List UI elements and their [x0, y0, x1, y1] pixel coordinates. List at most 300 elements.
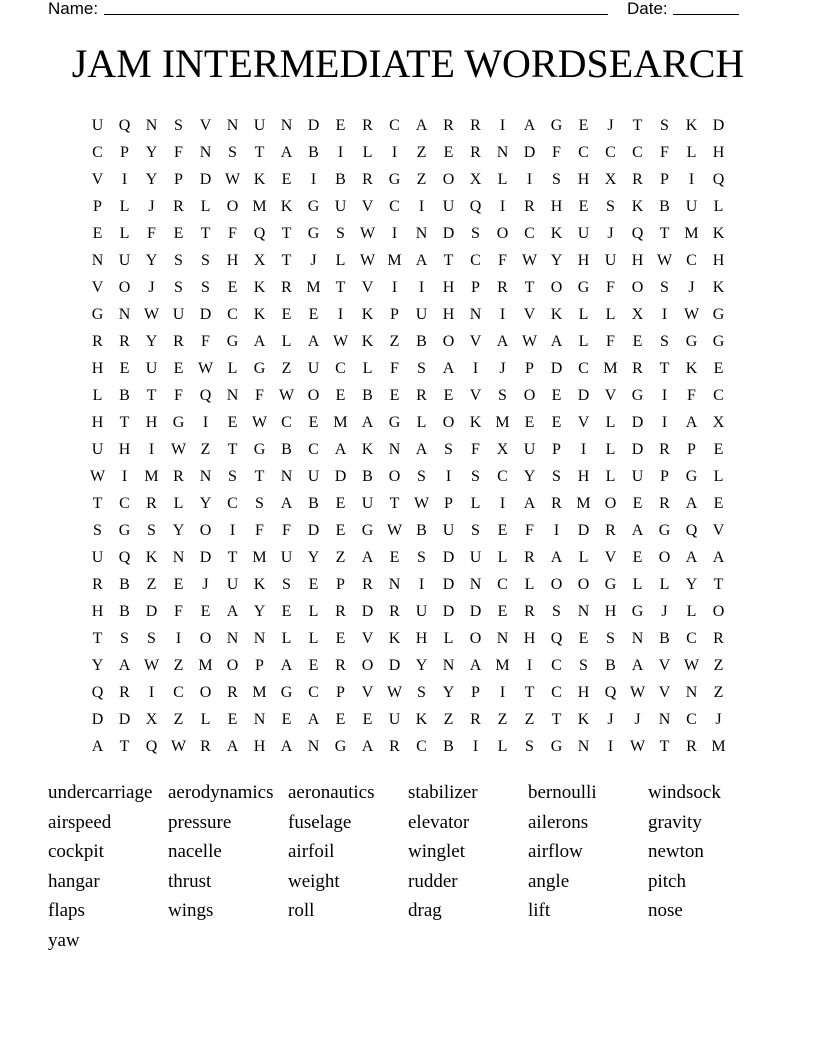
grid-letter[interactable]: U — [577, 224, 590, 242]
grid-letter[interactable]: R — [416, 386, 427, 404]
grid-letter[interactable]: F — [255, 386, 264, 404]
grid-letter[interactable]: N — [469, 575, 482, 593]
grid-letter[interactable]: A — [361, 413, 374, 431]
grid-letter[interactable]: Z — [389, 332, 400, 350]
grid-letter[interactable]: Q — [469, 197, 482, 215]
grid-letter[interactable]: N — [658, 710, 671, 728]
grid-letter[interactable]: H — [523, 629, 536, 647]
grid-letter[interactable]: R — [470, 143, 481, 161]
grid-letter[interactable]: A — [118, 656, 131, 674]
grid-letter[interactable]: K — [712, 224, 725, 242]
grid-letter[interactable]: O — [226, 197, 239, 215]
grid-letter[interactable]: S — [552, 602, 561, 620]
grid-letter[interactable]: Y — [172, 521, 185, 539]
grid-letter[interactable]: K — [685, 359, 698, 377]
grid-letter[interactable]: Q — [712, 170, 725, 188]
grid-letter[interactable]: X — [604, 170, 617, 188]
grid-letter[interactable]: Z — [173, 656, 184, 674]
grid-letter[interactable]: S — [606, 629, 615, 647]
grid-letter[interactable]: T — [335, 278, 346, 296]
grid-letter[interactable]: O — [199, 521, 212, 539]
grid-letter[interactable]: C — [578, 143, 589, 161]
grid-letter[interactable]: D — [631, 413, 644, 431]
grid-letter[interactable]: O — [118, 278, 131, 296]
grid-letter[interactable]: Y — [145, 170, 158, 188]
grid-letter[interactable]: C — [686, 629, 697, 647]
grid-letter[interactable]: B — [119, 386, 130, 404]
grid-letter[interactable]: U — [361, 494, 374, 512]
grid-letter[interactable]: G — [658, 521, 671, 539]
grid-letter[interactable]: J — [607, 710, 614, 728]
grid-letter[interactable]: B — [308, 494, 319, 512]
grid-letter[interactable]: C — [335, 359, 346, 377]
grid-letter[interactable]: F — [498, 251, 507, 269]
grid-letter[interactable]: A — [361, 548, 374, 566]
grid-letter[interactable]: Z — [173, 710, 184, 728]
grid-letter[interactable]: I — [499, 116, 506, 134]
grid-letter[interactable]: O — [604, 494, 617, 512]
grid-letter[interactable]: K — [253, 575, 266, 593]
grid-letter[interactable]: H — [550, 197, 563, 215]
grid-letter[interactable]: I — [526, 656, 533, 674]
grid-letter[interactable]: K — [577, 710, 590, 728]
grid-letter[interactable]: E — [713, 494, 724, 512]
grid-letter[interactable]: C — [308, 683, 319, 701]
grid-letter[interactable]: U — [226, 575, 239, 593]
grid-letter[interactable]: A — [550, 332, 563, 350]
grid-letter[interactable]: F — [174, 143, 183, 161]
grid-letter[interactable]: I — [499, 494, 506, 512]
grid-letter[interactable]: A — [253, 332, 266, 350]
grid-letter[interactable]: V — [469, 386, 482, 404]
grid-letter[interactable]: W — [683, 305, 700, 323]
grid-letter[interactable]: K — [550, 224, 563, 242]
grid-letter[interactable]: N — [631, 629, 644, 647]
grid-letter[interactable]: N — [469, 305, 482, 323]
grid-letter[interactable]: D — [388, 656, 401, 674]
grid-letter[interactable]: T — [92, 494, 103, 512]
grid-letter[interactable]: H — [415, 629, 428, 647]
grid-letter[interactable]: C — [227, 494, 238, 512]
grid-letter[interactable]: N — [91, 251, 104, 269]
grid-letter[interactable]: Y — [442, 683, 455, 701]
grid-letter[interactable]: P — [471, 683, 480, 701]
grid-letter[interactable]: S — [174, 278, 183, 296]
grid-letter[interactable]: E — [335, 116, 346, 134]
grid-letter[interactable]: G — [577, 278, 590, 296]
grid-letter[interactable]: U — [145, 359, 158, 377]
grid-letter[interactable]: I — [148, 683, 155, 701]
grid-letter[interactable]: L — [632, 575, 643, 593]
grid-letter[interactable]: Y — [415, 656, 428, 674]
grid-letter[interactable]: S — [471, 224, 480, 242]
grid-letter[interactable]: W — [170, 440, 187, 458]
grid-letter[interactable]: N — [145, 116, 158, 134]
grid-letter[interactable]: O — [199, 683, 212, 701]
grid-letter[interactable]: I — [229, 521, 236, 539]
grid-letter[interactable]: D — [91, 710, 104, 728]
grid-letter[interactable]: W — [359, 251, 376, 269]
grid-letter[interactable]: V — [523, 305, 536, 323]
grid-letter[interactable]: R — [524, 548, 535, 566]
grid-letter[interactable]: C — [119, 494, 130, 512]
grid-letter[interactable]: S — [498, 386, 507, 404]
grid-letter[interactable]: P — [336, 575, 345, 593]
grid-letter[interactable]: I — [499, 305, 506, 323]
grid-letter[interactable]: K — [550, 305, 563, 323]
grid-letter[interactable]: B — [659, 197, 670, 215]
grid-letter[interactable]: M — [333, 413, 348, 431]
grid-letter[interactable]: N — [415, 224, 428, 242]
grid-letter[interactable]: R — [389, 737, 400, 755]
grid-letter[interactable]: J — [607, 116, 614, 134]
grid-letter[interactable]: L — [173, 494, 184, 512]
grid-letter[interactable]: W — [224, 170, 241, 188]
grid-letter[interactable]: Z — [713, 656, 724, 674]
grid-letter[interactable]: C — [551, 683, 562, 701]
grid-letter[interactable]: O — [469, 629, 482, 647]
grid-letter[interactable]: C — [551, 656, 562, 674]
grid-letter[interactable]: K — [469, 413, 482, 431]
grid-letter[interactable]: L — [713, 197, 724, 215]
grid-letter[interactable]: I — [418, 278, 425, 296]
grid-letter[interactable]: E — [443, 386, 454, 404]
grid-letter[interactable]: E — [443, 143, 454, 161]
grid-letter[interactable]: Y — [307, 548, 320, 566]
grid-letter[interactable]: R — [713, 629, 724, 647]
grid-letter[interactable]: G — [388, 413, 401, 431]
grid-letter[interactable]: I — [310, 170, 317, 188]
grid-letter[interactable]: A — [631, 656, 644, 674]
grid-letter[interactable]: R — [281, 278, 292, 296]
grid-letter[interactable]: P — [336, 683, 345, 701]
grid-letter[interactable]: O — [550, 575, 563, 593]
grid-letter[interactable]: Z — [497, 710, 508, 728]
grid-letter[interactable]: H — [577, 683, 590, 701]
grid-letter[interactable]: A — [712, 548, 725, 566]
grid-letter[interactable]: L — [605, 305, 616, 323]
grid-letter[interactable]: B — [659, 629, 670, 647]
grid-letter[interactable]: S — [255, 494, 264, 512]
grid-letter[interactable]: A — [685, 548, 698, 566]
grid-letter[interactable]: I — [661, 305, 668, 323]
grid-letter[interactable]: E — [173, 224, 184, 242]
grid-letter[interactable]: B — [443, 737, 454, 755]
grid-letter[interactable]: E — [632, 332, 643, 350]
grid-letter[interactable]: G — [307, 224, 320, 242]
grid-letter[interactable]: F — [471, 440, 480, 458]
grid-letter[interactable]: F — [255, 521, 264, 539]
grid-letter[interactable]: T — [659, 737, 670, 755]
grid-letter[interactable]: M — [684, 224, 699, 242]
grid-letter[interactable]: E — [551, 386, 562, 404]
grid-letter[interactable]: G — [631, 386, 644, 404]
grid-letter[interactable]: Y — [145, 251, 158, 269]
grid-letter[interactable]: A — [550, 548, 563, 566]
grid-letter[interactable]: P — [471, 278, 480, 296]
grid-letter[interactable]: S — [228, 143, 237, 161]
grid-letter[interactable]: P — [525, 359, 534, 377]
grid-letter[interactable]: S — [201, 278, 210, 296]
grid-letter[interactable]: S — [228, 467, 237, 485]
grid-letter[interactable]: S — [282, 575, 291, 593]
grid-letter[interactable]: E — [578, 629, 589, 647]
grid-letter[interactable]: L — [497, 548, 508, 566]
grid-letter[interactable]: V — [361, 278, 374, 296]
grid-letter[interactable]: A — [415, 440, 428, 458]
grid-letter[interactable]: I — [499, 197, 506, 215]
grid-letter[interactable]: V — [199, 116, 212, 134]
grid-letter[interactable]: B — [119, 575, 130, 593]
grid-letter[interactable]: I — [580, 440, 587, 458]
grid-letter[interactable]: L — [200, 197, 211, 215]
grid-letter[interactable]: O — [307, 386, 320, 404]
grid-letter[interactable]: Y — [550, 251, 563, 269]
grid-letter[interactable]: G — [118, 521, 131, 539]
grid-letter[interactable]: B — [119, 602, 130, 620]
grid-letter[interactable]: R — [470, 116, 481, 134]
name-field-line[interactable] — [104, 14, 608, 15]
grid-letter[interactable]: T — [524, 278, 535, 296]
grid-letter[interactable]: V — [604, 386, 617, 404]
grid-letter[interactable]: G — [631, 602, 644, 620]
grid-letter[interactable]: R — [146, 494, 157, 512]
grid-letter[interactable]: Z — [443, 710, 454, 728]
grid-letter[interactable]: V — [658, 656, 671, 674]
grid-letter[interactable]: I — [337, 143, 344, 161]
grid-letter[interactable]: F — [606, 278, 615, 296]
grid-letter[interactable]: C — [713, 386, 724, 404]
grid-letter[interactable]: X — [631, 305, 644, 323]
grid-letter[interactable]: E — [389, 386, 400, 404]
grid-letter[interactable]: D — [145, 602, 158, 620]
grid-letter[interactable]: E — [281, 602, 292, 620]
grid-letter[interactable]: M — [495, 656, 510, 674]
grid-letter[interactable]: T — [119, 737, 130, 755]
grid-letter[interactable]: M — [603, 359, 618, 377]
grid-letter[interactable]: D — [199, 548, 212, 566]
grid-letter[interactable]: J — [661, 602, 668, 620]
grid-letter[interactable]: J — [499, 359, 506, 377]
grid-letter[interactable]: I — [418, 197, 425, 215]
grid-letter[interactable]: J — [688, 278, 695, 296]
grid-letter[interactable]: T — [524, 683, 535, 701]
grid-letter[interactable]: O — [199, 629, 212, 647]
grid-letter[interactable]: L — [686, 602, 697, 620]
grid-letter[interactable]: E — [497, 521, 508, 539]
grid-letter[interactable]: R — [659, 440, 670, 458]
grid-letter[interactable]: J — [148, 197, 155, 215]
grid-letter[interactable]: U — [388, 710, 401, 728]
grid-letter[interactable]: U — [604, 251, 617, 269]
grid-letter[interactable]: C — [524, 224, 535, 242]
grid-letter[interactable]: N — [577, 602, 590, 620]
grid-letter[interactable]: L — [443, 629, 454, 647]
grid-letter[interactable]: R — [443, 116, 454, 134]
grid-letter[interactable]: I — [661, 413, 668, 431]
grid-letter[interactable]: N — [307, 737, 320, 755]
grid-letter[interactable]: C — [281, 413, 292, 431]
grid-letter[interactable]: C — [173, 683, 184, 701]
grid-letter[interactable]: I — [391, 143, 398, 161]
grid-letter[interactable]: Q — [91, 683, 104, 701]
grid-letter[interactable]: U — [118, 251, 131, 269]
grid-letter[interactable]: J — [202, 575, 209, 593]
grid-letter[interactable]: C — [497, 575, 508, 593]
grid-letter[interactable]: L — [200, 710, 211, 728]
grid-letter[interactable]: S — [525, 737, 534, 755]
grid-letter[interactable]: W — [332, 332, 349, 350]
grid-letter[interactable]: L — [119, 224, 130, 242]
grid-letter[interactable]: H — [712, 143, 725, 161]
grid-letter[interactable]: E — [308, 305, 319, 323]
grid-letter[interactable]: G — [334, 737, 347, 755]
grid-letter[interactable]: F — [174, 602, 183, 620]
grid-letter[interactable]: K — [280, 197, 293, 215]
grid-letter[interactable]: Q — [118, 116, 131, 134]
grid-letter[interactable]: L — [335, 251, 346, 269]
grid-letter[interactable]: L — [227, 359, 238, 377]
grid-letter[interactable]: F — [282, 521, 291, 539]
grid-letter[interactable]: R — [92, 575, 103, 593]
grid-letter[interactable]: E — [227, 413, 238, 431]
grid-letter[interactable]: V — [361, 197, 374, 215]
grid-letter[interactable]: L — [524, 575, 535, 593]
grid-letter[interactable]: V — [604, 548, 617, 566]
grid-letter[interactable]: N — [253, 629, 266, 647]
grid-letter[interactable]: W — [629, 737, 646, 755]
grid-letter[interactable]: T — [92, 629, 103, 647]
grid-letter[interactable]: Z — [416, 170, 427, 188]
grid-letter[interactable]: L — [362, 143, 373, 161]
grid-letter[interactable]: R — [632, 359, 643, 377]
grid-letter[interactable]: F — [390, 359, 399, 377]
grid-letter[interactable]: K — [253, 170, 266, 188]
grid-letter[interactable]: W — [89, 467, 106, 485]
grid-letter[interactable]: E — [524, 413, 535, 431]
grid-letter[interactable]: M — [252, 548, 267, 566]
grid-letter[interactable]: P — [660, 467, 669, 485]
grid-letter[interactable]: E — [308, 413, 319, 431]
grid-letter[interactable]: U — [91, 116, 104, 134]
grid-letter[interactable]: D — [577, 386, 590, 404]
grid-letter[interactable]: A — [685, 494, 698, 512]
grid-letter[interactable]: B — [362, 467, 373, 485]
grid-letter[interactable]: M — [711, 737, 726, 755]
grid-letter[interactable]: A — [334, 440, 347, 458]
grid-letter[interactable]: L — [686, 143, 697, 161]
grid-letter[interactable]: A — [415, 116, 428, 134]
grid-letter[interactable]: S — [93, 521, 102, 539]
grid-letter[interactable]: T — [254, 467, 265, 485]
grid-letter[interactable]: I — [337, 305, 344, 323]
grid-letter[interactable]: X — [496, 440, 509, 458]
grid-letter[interactable]: S — [444, 440, 453, 458]
grid-letter[interactable]: G — [604, 575, 617, 593]
grid-letter[interactable]: R — [173, 197, 184, 215]
grid-letter[interactable]: R — [92, 332, 103, 350]
grid-letter[interactable]: E — [335, 494, 346, 512]
grid-letter[interactable]: E — [308, 656, 319, 674]
grid-letter[interactable]: K — [415, 710, 428, 728]
grid-letter[interactable]: C — [686, 251, 697, 269]
grid-letter[interactable]: F — [525, 521, 534, 539]
grid-letter[interactable]: K — [361, 305, 374, 323]
grid-letter[interactable]: E — [389, 548, 400, 566]
grid-letter[interactable]: H — [91, 413, 104, 431]
grid-letter[interactable]: L — [497, 737, 508, 755]
grid-letter[interactable]: L — [416, 413, 427, 431]
grid-letter[interactable]: M — [387, 251, 402, 269]
grid-letter[interactable]: W — [386, 683, 403, 701]
grid-letter[interactable]: O — [523, 386, 536, 404]
grid-letter[interactable]: U — [415, 305, 428, 323]
grid-letter[interactable]: V — [469, 332, 482, 350]
grid-letter[interactable]: L — [605, 413, 616, 431]
grid-letter[interactable]: E — [632, 548, 643, 566]
grid-letter[interactable]: C — [308, 440, 319, 458]
grid-letter[interactable]: W — [251, 413, 268, 431]
grid-letter[interactable]: N — [118, 305, 131, 323]
grid-letter[interactable]: R — [524, 602, 535, 620]
grid-letter[interactable]: I — [499, 683, 506, 701]
grid-letter[interactable]: O — [550, 278, 563, 296]
grid-letter[interactable]: L — [308, 602, 319, 620]
grid-letter[interactable]: O — [442, 413, 455, 431]
grid-letter[interactable]: Q — [145, 737, 158, 755]
grid-letter[interactable]: D — [442, 575, 455, 593]
grid-letter[interactable]: U — [442, 521, 455, 539]
grid-letter[interactable]: K — [712, 278, 725, 296]
grid-letter[interactable]: A — [226, 602, 239, 620]
grid-letter[interactable]: U — [280, 548, 293, 566]
grid-letter[interactable]: W — [521, 251, 538, 269]
grid-letter[interactable]: B — [416, 332, 427, 350]
grid-letter[interactable]: P — [552, 440, 561, 458]
grid-letter[interactable]: S — [417, 683, 426, 701]
grid-letter[interactable]: D — [631, 440, 644, 458]
grid-letter[interactable]: R — [173, 467, 184, 485]
grid-letter[interactable]: T — [146, 386, 157, 404]
grid-letter[interactable]: R — [389, 602, 400, 620]
grid-letter[interactable]: Z — [335, 548, 346, 566]
grid-letter[interactable]: Z — [524, 710, 535, 728]
grid-letter[interactable]: D — [307, 116, 320, 134]
grid-letter[interactable]: I — [391, 224, 398, 242]
grid-letter[interactable]: D — [442, 602, 455, 620]
grid-letter[interactable]: U — [685, 197, 698, 215]
grid-letter[interactable]: Q — [199, 386, 212, 404]
grid-letter[interactable]: C — [92, 143, 103, 161]
grid-letter[interactable]: O — [442, 332, 455, 350]
grid-letter[interactable]: Q — [253, 224, 266, 242]
grid-letter[interactable]: T — [119, 413, 130, 431]
grid-letter[interactable]: F — [228, 224, 237, 242]
grid-letter[interactable]: W — [143, 305, 160, 323]
grid-letter[interactable]: N — [280, 467, 293, 485]
grid-letter[interactable]: S — [417, 359, 426, 377]
grid-letter[interactable]: E — [335, 710, 346, 728]
grid-letter[interactable]: C — [497, 467, 508, 485]
grid-letter[interactable]: J — [634, 710, 641, 728]
grid-letter[interactable]: E — [335, 629, 346, 647]
grid-letter[interactable]: T — [659, 224, 670, 242]
grid-letter[interactable]: G — [307, 197, 320, 215]
grid-letter[interactable]: B — [416, 521, 427, 539]
grid-letter[interactable]: Q — [550, 629, 563, 647]
grid-letter[interactable]: G — [712, 305, 725, 323]
grid-letter[interactable]: S — [336, 224, 345, 242]
